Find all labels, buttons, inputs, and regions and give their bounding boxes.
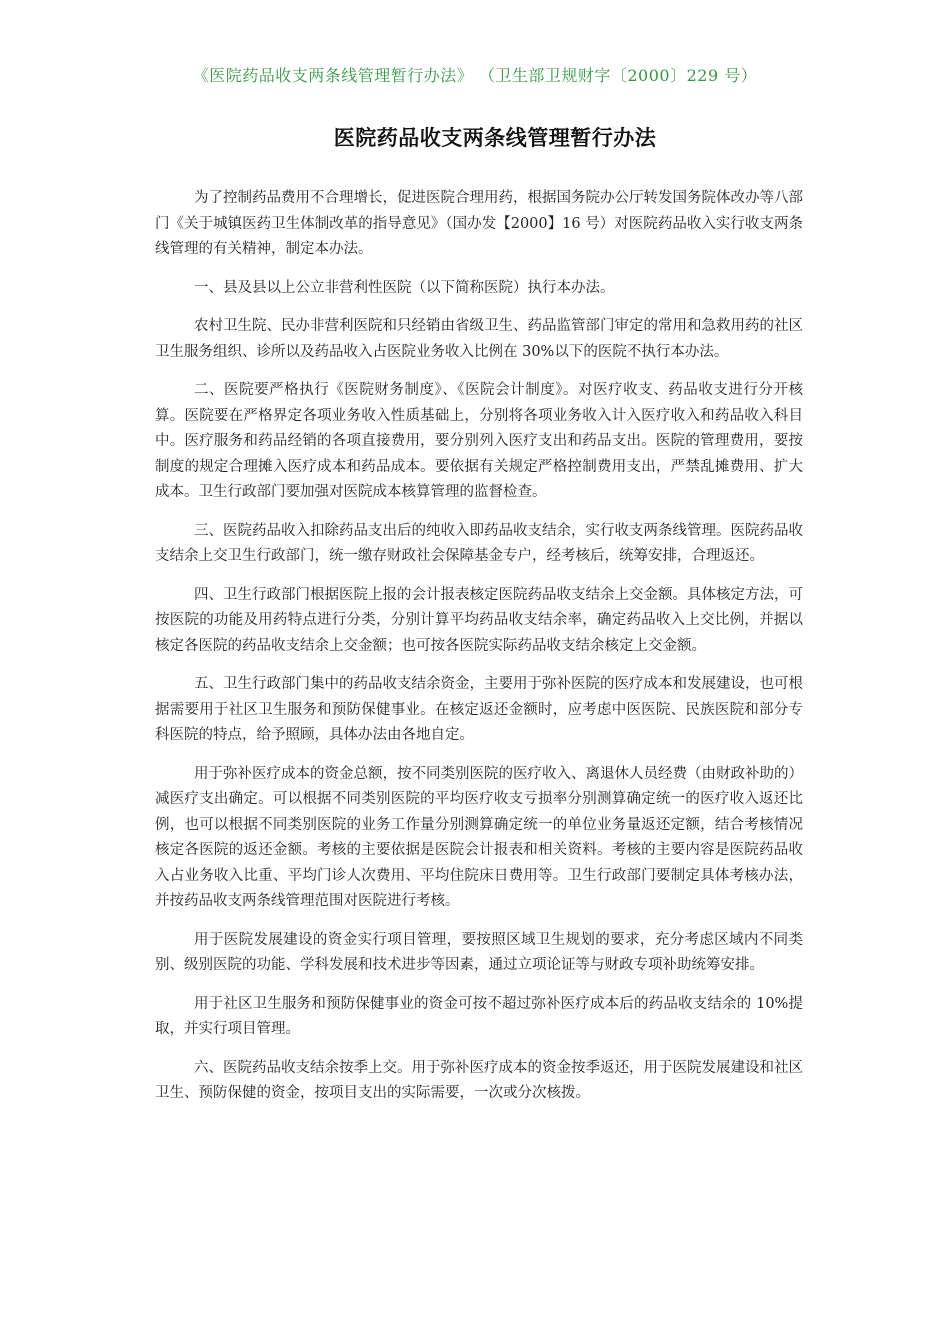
source-citation-header: 《医院药品收支两条线管理暂行办法》 （卫生部卫规财字〔2000〕229 号） (192, 66, 758, 85)
paragraph-article-1: 一、县及县以上公立非营利性医院（以下简称医院）执行本办法。 (194, 279, 615, 296)
paragraph-article-5-community: 用于社区卫生服务和预防保健事业的资金可按不超过弥补医疗成本后的药品收支结余的 10%提取，并实行项目管理。 (155, 995, 803, 1037)
paragraph-preamble: 为了控制药品费用不合理增长，促进医院合理用药，根据国务院办公厅转发国务院体改办等八部门《关于城镇医药卫生体制改革的指导意见》（国办发【2000】16 号）对医院药品收入实行收支两条线管理的有关精神，制定本办法。 (155, 190, 803, 257)
paragraph-article-2: 二、医院要严格执行《医院财务制度》、《医院会计制度》。对医疗收支、药品收支进行分开核算。医院要在严格界定各项业务收入性质基础上，分别将各项业务收入计入医疗收入和药品收入科目中。医疗服务和药品经销的各项直接费用，要分别列入医疗支出和药品支出。医院的管理费用，要按制度的规定合理摊入医疗成本和药品成本。要依据有关规定严格控制费用支出，严禁乱摊费用、扩大成本。卫生行政部门要加强对医院成本核算管理的监督检查。 (155, 382, 803, 500)
paragraph-article-5-medical-cost: 用于弥补医疗成本的资金总额，按不同类别医院的医疗收入、离退休人员经费（由财政补助的）减医疗支出确定。可以根据不同类别医院的平均医疗收支亏损率分别测算确定统一的医疗收入返还比例，也可以根据不同类别医院的业务工作量分别测算确定统一的单位业务量返还定额，结合考核情况核定各医院的返还金额。考核的主要依据是医院会计报表和相关资料。考核的主要内容是医院药品收入占业务收入比重、平均门诊人次费用、平均住院床日费用等。卫生行政部门要制定具体考核办法，并按药品收支两条线管理范围对医院进行考核。 (155, 765, 803, 909)
paragraph-article-6: 六、医院药品收支结余按季上交。用于弥补医疗成本的资金按季返还，用于医院发展建设和社区卫生、预防保健的资金，按项目支出的实际需要，一次或分次核拨。 (155, 1059, 803, 1101)
paragraph-article-4: 四、卫生行政部门根据医院上报的会计报表核定医院药品收支结余上交金额。具体核定方法，可按医院的功能及用药特点进行分类，分别计算平均药品收支结余率，确定药品收入上交比例，并据以核定各医院的药品收支结余上交金额；也可按各医院实际药品收支结余核定上交金额。 (155, 586, 803, 654)
document-body (155, 186, 803, 1120)
paragraph-article-3: 三、医院药品收入扣除药品支出后的纯收入即药品收支结余，实行收支两条线管理。医院药品收支结余上交卫生行政部门，统一缴存财政社会保障基金专户，经考核后，统筹安排，合理返还。 (155, 522, 803, 564)
paragraph-article-1-exceptions: 农村卫生院、民办非营利医院和只经销由省级卫生、药品监管部门审定的常用和急救用药的社区卫生服务组织、诊所以及药品收入占医院业务收入比例在 30%以下的医院不执行本办法。 (155, 318, 803, 360)
paragraph-article-5-development: 用于医院发展建设的资金实行项目管理，要按照区域卫生规划的要求，充分考虑区域内不同类别、级别医院的功能、学科发展和技术进步等因素，通过立项论证等与财政专项补助统筹安排。 (155, 931, 803, 973)
paragraph-article-5: 五、卫生行政部门集中的药品收支结余资金，主要用于弥补医院的医疗成本和发展建设，也可根据需要用于社区卫生服务和预防保健事业。在核定返还金额时，应考虑中医医院、民族医院和部分专科医院的特点，给予照顾，具体办法由各地自定。 (155, 676, 803, 743)
document-title: 医院药品收支两条线管理暂行办法 (333, 125, 657, 150)
